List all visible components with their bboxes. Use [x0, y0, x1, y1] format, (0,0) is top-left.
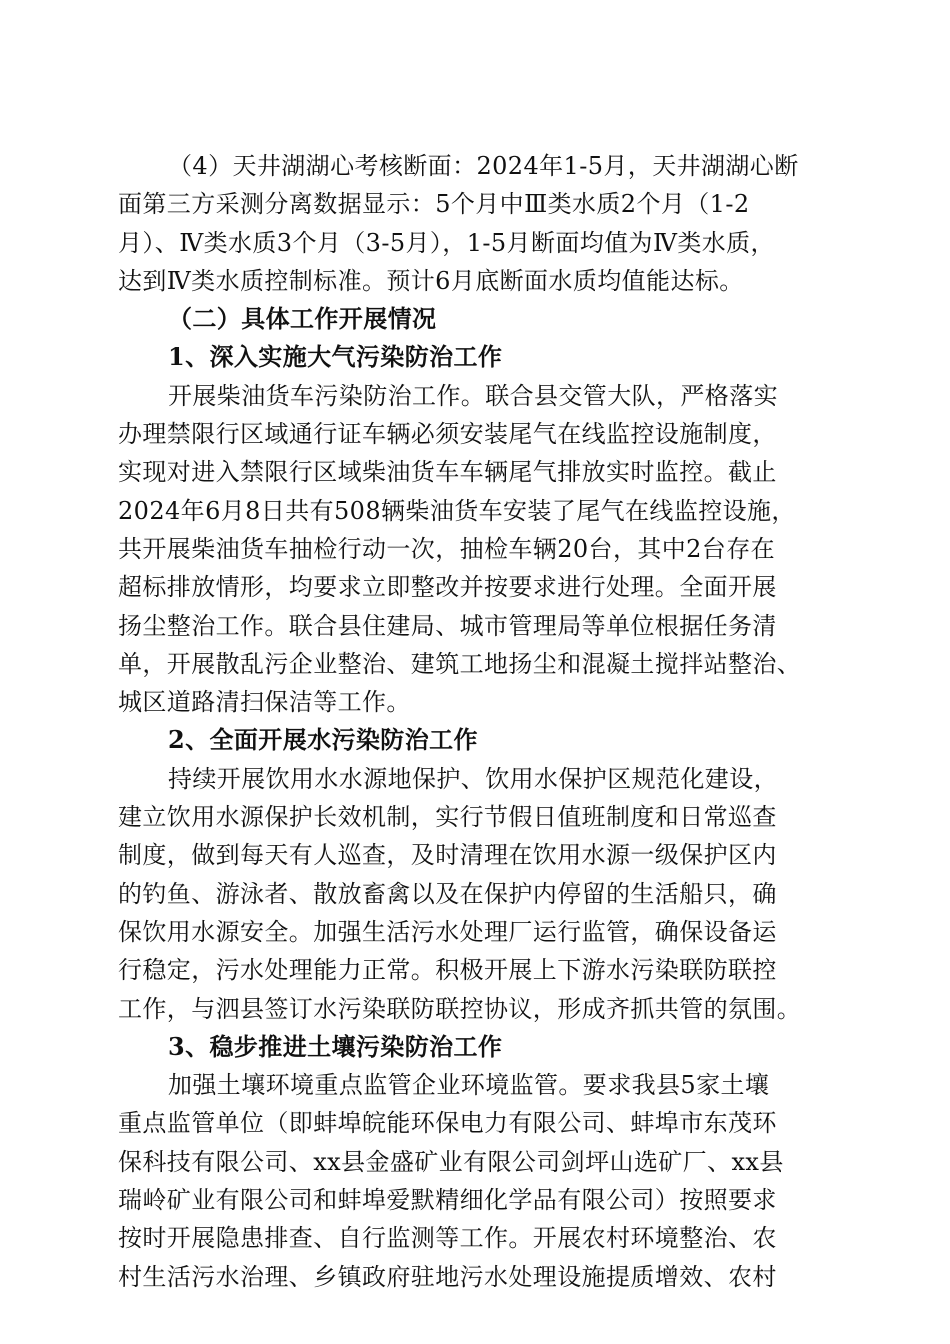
- paragraph-line: 重点监管单位（即蚌埠皖能环保电力有限公司、蚌埠市东茂环: [118, 1109, 777, 1138]
- paragraph-line: 共开展柴油货车抽检行动一次，抽检车辆20台，其中2台存在: [118, 534, 776, 563]
- paragraph-line: 实现对进入禁限行区域柴油货车车辆尾气排放实时监控。截止: [118, 458, 777, 487]
- paragraph-line: 开展柴油货车污染防治工作。联合县交管大队，严格落实: [168, 381, 778, 410]
- paragraph-line: 制度，做到每天有人巡查，及时清理在饮用水源一级保护区内: [118, 841, 777, 870]
- paragraph-line: 保饮用水源安全。加强生活污水处理厂运行监管，确保设备运: [118, 917, 777, 946]
- paragraph-line: 2024年6月8日共有508辆柴油货车安装了尾气在线监控设施，: [118, 496, 796, 525]
- subsection-heading: 2、全面开展水污染防治工作: [168, 725, 478, 755]
- paragraph-line: 加强土壤环境重点监管企业环境监管。要求我县5家土壤: [168, 1071, 770, 1100]
- subsection-heading: 3、稳步推进土壤污染防治工作: [168, 1031, 503, 1061]
- paragraph-line: 持续开展饮用水水源地保护、饮用水保护区规范化建设，: [168, 764, 778, 793]
- paragraph-line: 瑞岭矿业有限公司和蚌埠爱默精细化学品有限公司）按照要求: [118, 1186, 777, 1215]
- paragraph-line: 办理禁限行区域通行证车辆必须安装尾气在线监控设施制度，: [118, 420, 777, 449]
- paragraph-line: 村生活污水治理、乡镇政府驻地污水处理设施提质增效、农村: [118, 1262, 777, 1291]
- document-page: [118, 147, 838, 1296]
- paragraph-line: 按时开展隐患排查、自行监测等工作。开展农村环境整治、农: [118, 1224, 777, 1253]
- paragraph-line: 工作，与泗县签订水污染联防联控协议，形成齐抓共管的氛围。: [118, 994, 802, 1023]
- paragraph-line: 超标排放情形，均要求立即整改并按要求进行处理。全面开展: [118, 573, 777, 602]
- paragraph-line: 城区道路清扫保洁等工作。: [118, 688, 411, 717]
- paragraph-line: 行稳定，污水处理能力正常。积极开展上下游水污染联防联控: [118, 956, 777, 985]
- paragraph-line: 月）、Ⅳ类水质3个月（3-5月），1-5月断面均值为Ⅳ类水质，: [118, 228, 775, 257]
- paragraph-line: 的钓鱼、游泳者、散放畜禽以及在保护内停留的生活船只，确: [118, 879, 777, 908]
- section-heading: （二）具体工作开展情况: [168, 304, 437, 334]
- paragraph-line: 保科技有限公司、xx县金盛矿业有限公司剑坪山选矿厂、xx县: [118, 1147, 784, 1176]
- paragraph-line: 达到Ⅳ类水质控制标准。预计6月底断面水质均值能达标。: [118, 266, 744, 295]
- paragraph-line: 扬尘整治工作。联合县住建局、城市管理局等单位根据任务清: [118, 611, 777, 640]
- paragraph-line: （4）天井湖湖心考核断面：2024年1-5月，天井湖湖心断: [168, 152, 799, 180]
- paragraph-line: 面第三方采测分离数据显示：5个月中Ⅲ类水质2个月（1-2: [118, 190, 750, 219]
- paragraph-line: 单，开展散乱污企业整治、建筑工地扬尘和混凝土搅拌站整治、: [118, 649, 802, 678]
- paragraph-line: 建立饮用水源保护长效机制，实行节假日值班制度和日常巡查: [118, 803, 777, 832]
- subsection-heading: 1、深入实施大气污染防治工作: [168, 342, 503, 372]
